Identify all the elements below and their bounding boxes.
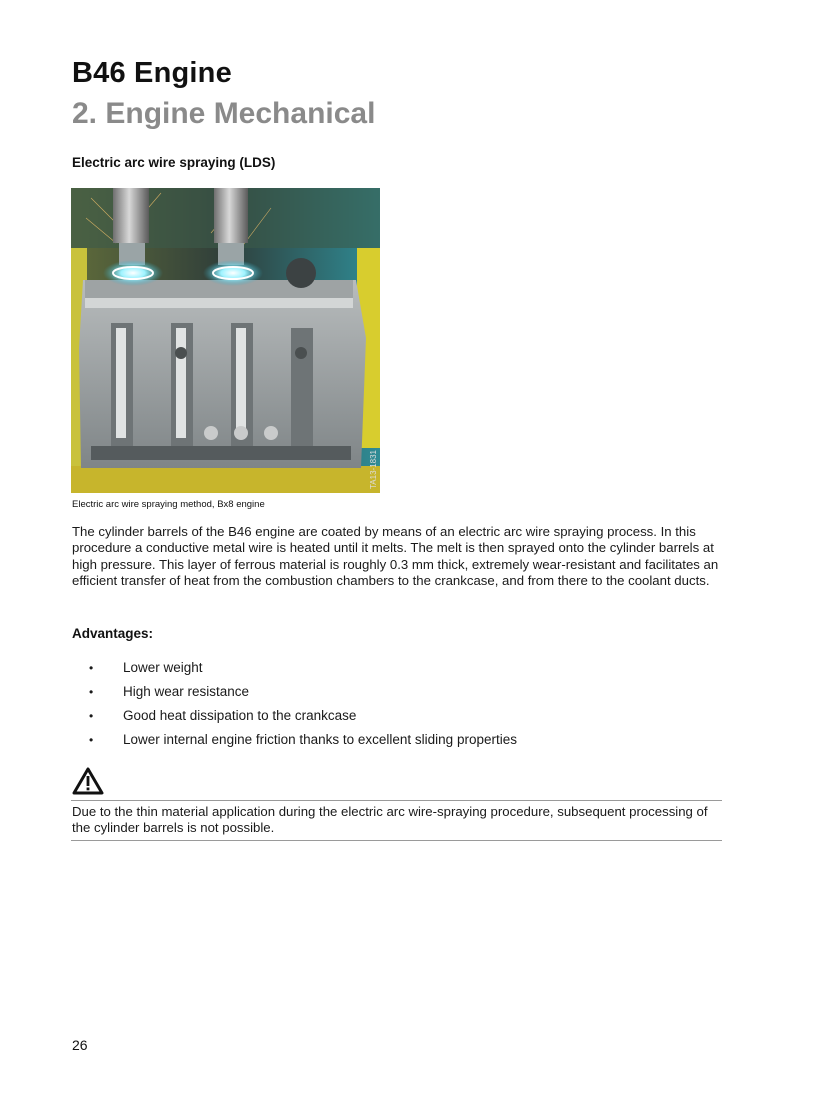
- figure-caption: Electric arc wire spraying method, Bx8 engine: [72, 499, 265, 510]
- bullet-icon: •: [89, 709, 94, 723]
- page-number: 26: [72, 1037, 88, 1053]
- list-item-text: Lower internal engine friction thanks to excellent sliding properties: [123, 732, 517, 747]
- body-paragraph: The cylinder barrels of the B46 engine are coated by means of an electric arc wire spraying process. In this procedure a conductive metal wire is heated until it melts. The melt is then sprayed onto the cylinder barrels at high pressure. This layer of ferrous material is roughly 0.3 mm thick, extremely wear-resistant and facilitates an efficient transfer of heat from the combustion chambers to the crankcase, and from there to the coolant ducts.: [72, 524, 719, 588]
- advantages-heading: Advantages:: [72, 626, 154, 641]
- bullet-icon: •: [89, 685, 94, 699]
- engine-block-photo: [71, 188, 380, 493]
- section-heading: Electric arc wire spraying (LDS): [72, 155, 276, 170]
- list-item-text: Lower weight: [123, 660, 203, 675]
- figure-id: TA13-1831: [369, 450, 378, 489]
- warning-note: [71, 800, 722, 841]
- chapter-title: 2. Engine Mechanical: [72, 97, 376, 130]
- list-item-text: High wear resistance: [123, 684, 250, 699]
- warning-note-text: Due to the thin material application during the electric arc wire-spraying procedure, subsequent processing of the cylinder barrels is not possible.: [72, 804, 708, 836]
- list-item-text: Good heat dissipation to the crankcase: [123, 708, 357, 723]
- bullet-icon: •: [89, 733, 94, 747]
- document-title: B46 Engine: [72, 57, 232, 89]
- warning-triangle-icon: [72, 767, 104, 800]
- bullet-icon: •: [89, 661, 94, 675]
